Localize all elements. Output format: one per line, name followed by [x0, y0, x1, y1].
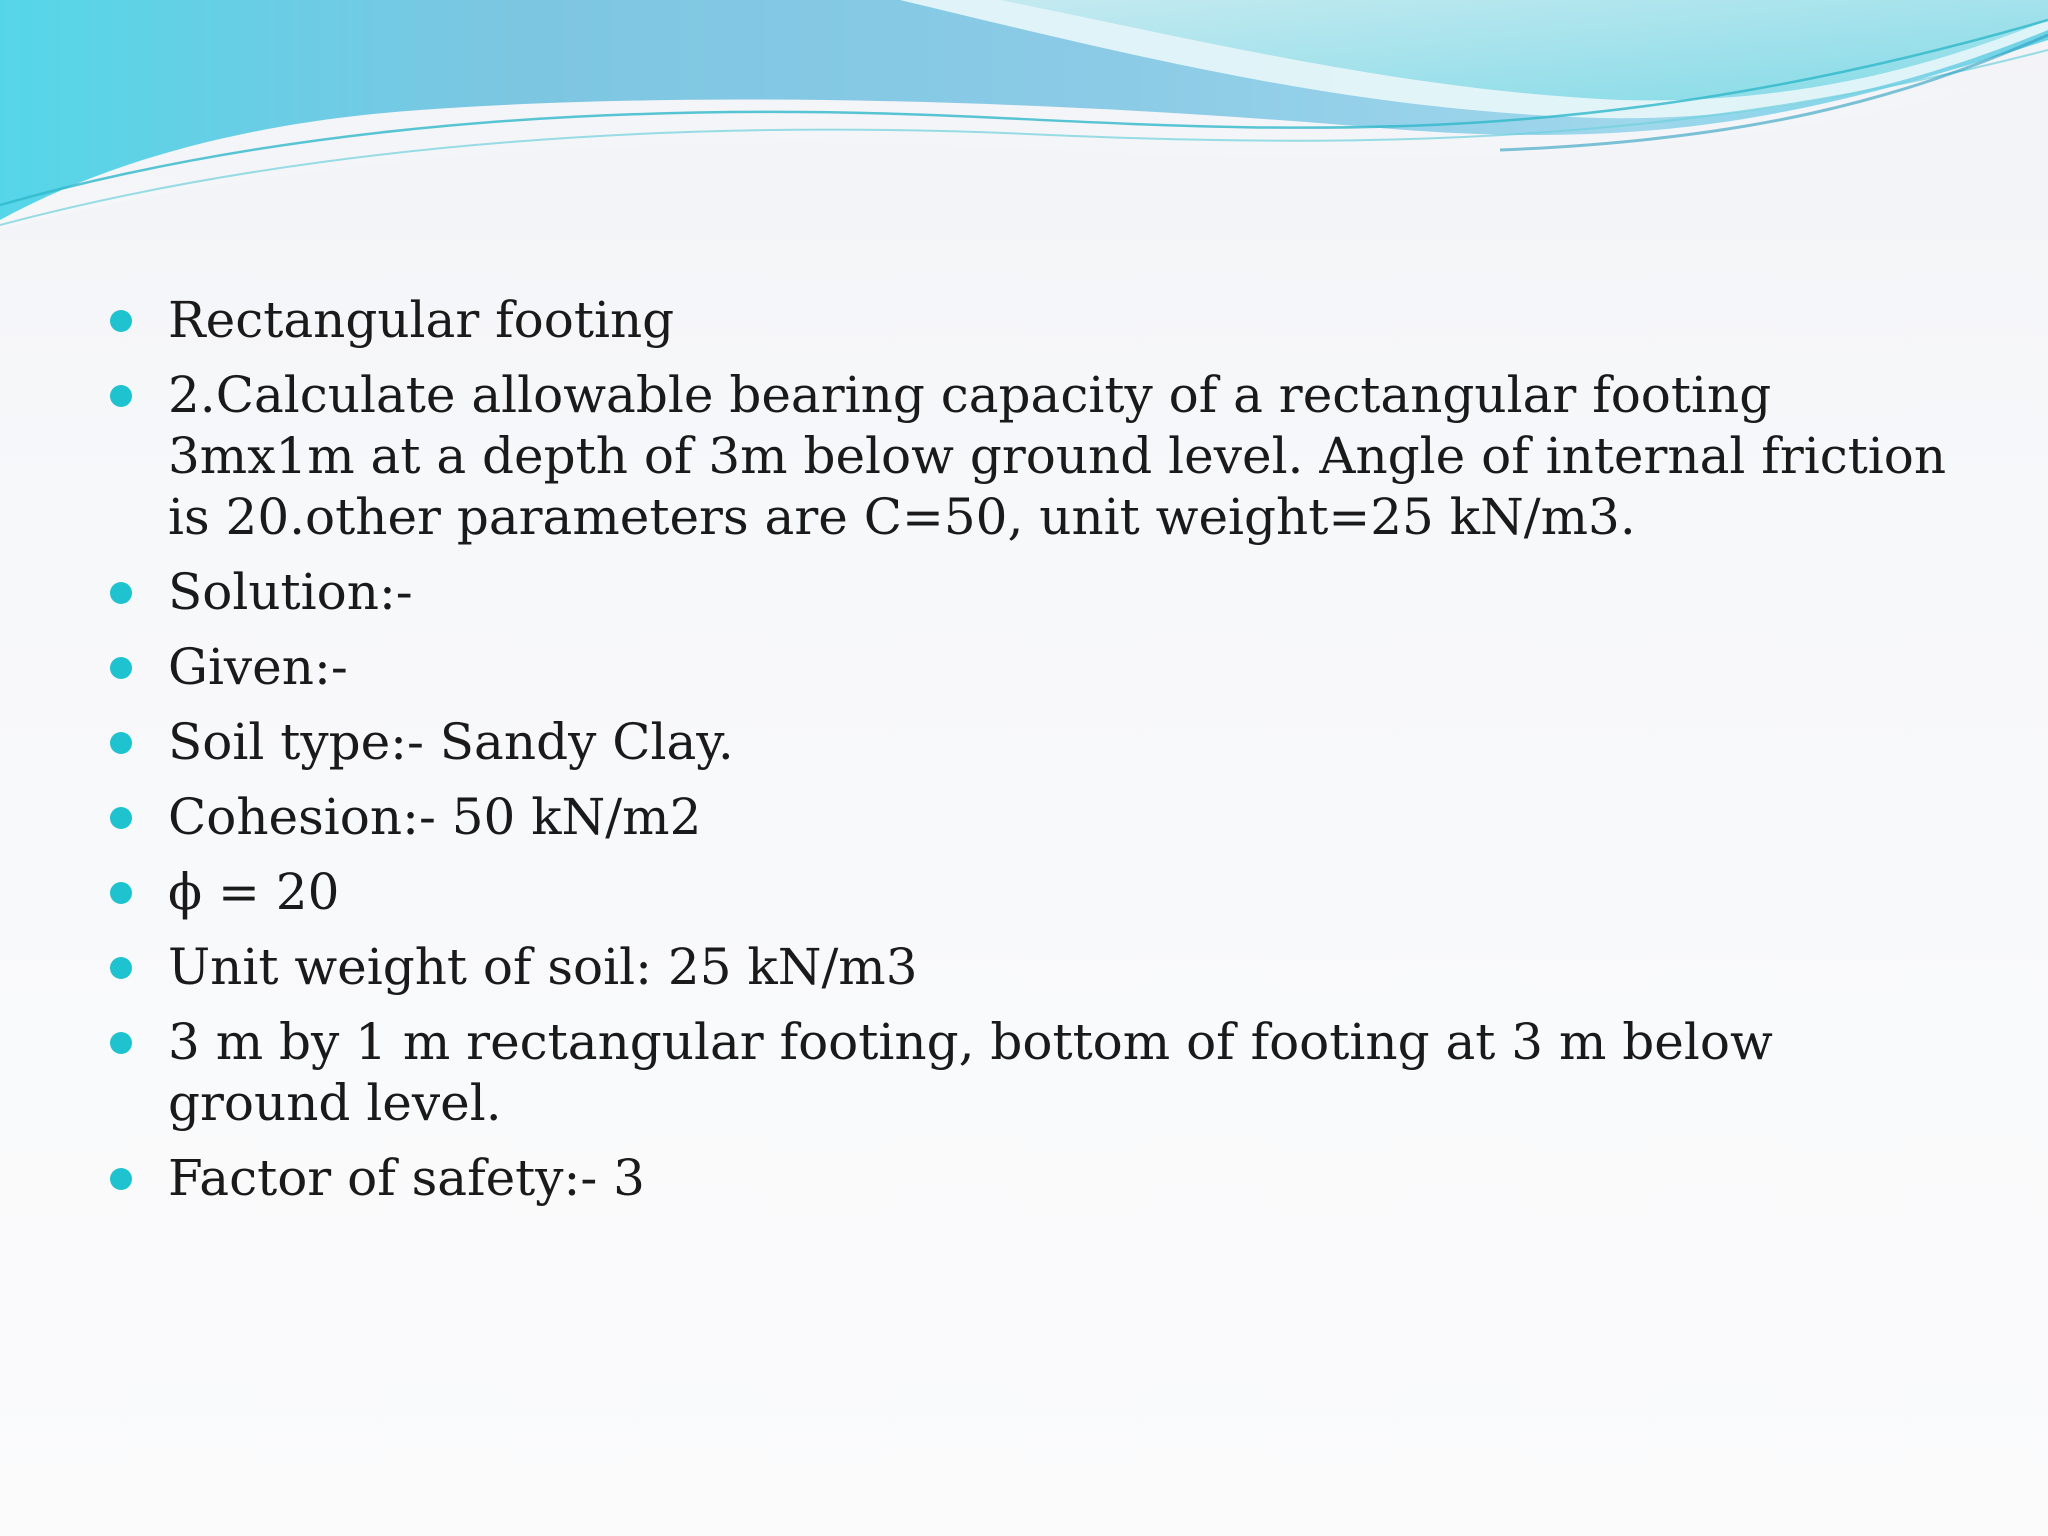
- bullet-item: [110, 562, 1970, 623]
- bullet-item: [110, 365, 1970, 548]
- bullet-text: 3 m by 1 m rectangular footing, bottom of footing at 3 m below ground level.: [168, 1013, 1773, 1132]
- bullet-item: [110, 862, 1970, 923]
- bullet-text: Given:-: [168, 638, 348, 696]
- bullet-list: [110, 290, 1970, 1209]
- bullet-dot-icon: [110, 657, 132, 679]
- bullet-text: Solution:-: [168, 563, 413, 621]
- bullet-dot-icon: [110, 1032, 132, 1054]
- bullet-item: [110, 1148, 1970, 1209]
- bullet-text: Unit weight of soil: 25 kN/m3: [168, 938, 918, 996]
- bullet-item: [110, 937, 1970, 998]
- bullet-dot-icon: [110, 807, 132, 829]
- bullet-text: Cohesion:- 50 kN/m2: [168, 788, 702, 846]
- bullet-item: [110, 787, 1970, 848]
- header-wave-decoration: [0, 0, 2048, 240]
- bullet-dot-icon: [110, 385, 132, 407]
- bullet-item: [110, 1012, 1970, 1134]
- bullet-dot-icon: [110, 732, 132, 754]
- bullet-text: Rectangular footing: [168, 291, 675, 349]
- bullet-dot-icon: [110, 310, 132, 332]
- slide-content: [110, 290, 1970, 1223]
- bullet-text: Soil type:- Sandy Clay.: [168, 713, 734, 771]
- bullet-item: [110, 637, 1970, 698]
- bullet-dot-icon: [110, 582, 132, 604]
- bullet-dot-icon: [110, 1168, 132, 1190]
- bullet-dot-icon: [110, 957, 132, 979]
- bullet-text: 2.Calculate allowable bearing capacity of a rectangular footing 3mx1m at a depth of 3m below ground level. Angle of internal friction is 20.other parameters are C=50, unit weight=25 kN/m3.: [168, 366, 1947, 546]
- bullet-text: Factor of safety:- 3: [168, 1149, 645, 1207]
- bullet-dot-icon: [110, 882, 132, 904]
- bullet-text: ϕ = 20: [168, 863, 340, 921]
- bullet-item: [110, 290, 1970, 351]
- bullet-item: [110, 712, 1970, 773]
